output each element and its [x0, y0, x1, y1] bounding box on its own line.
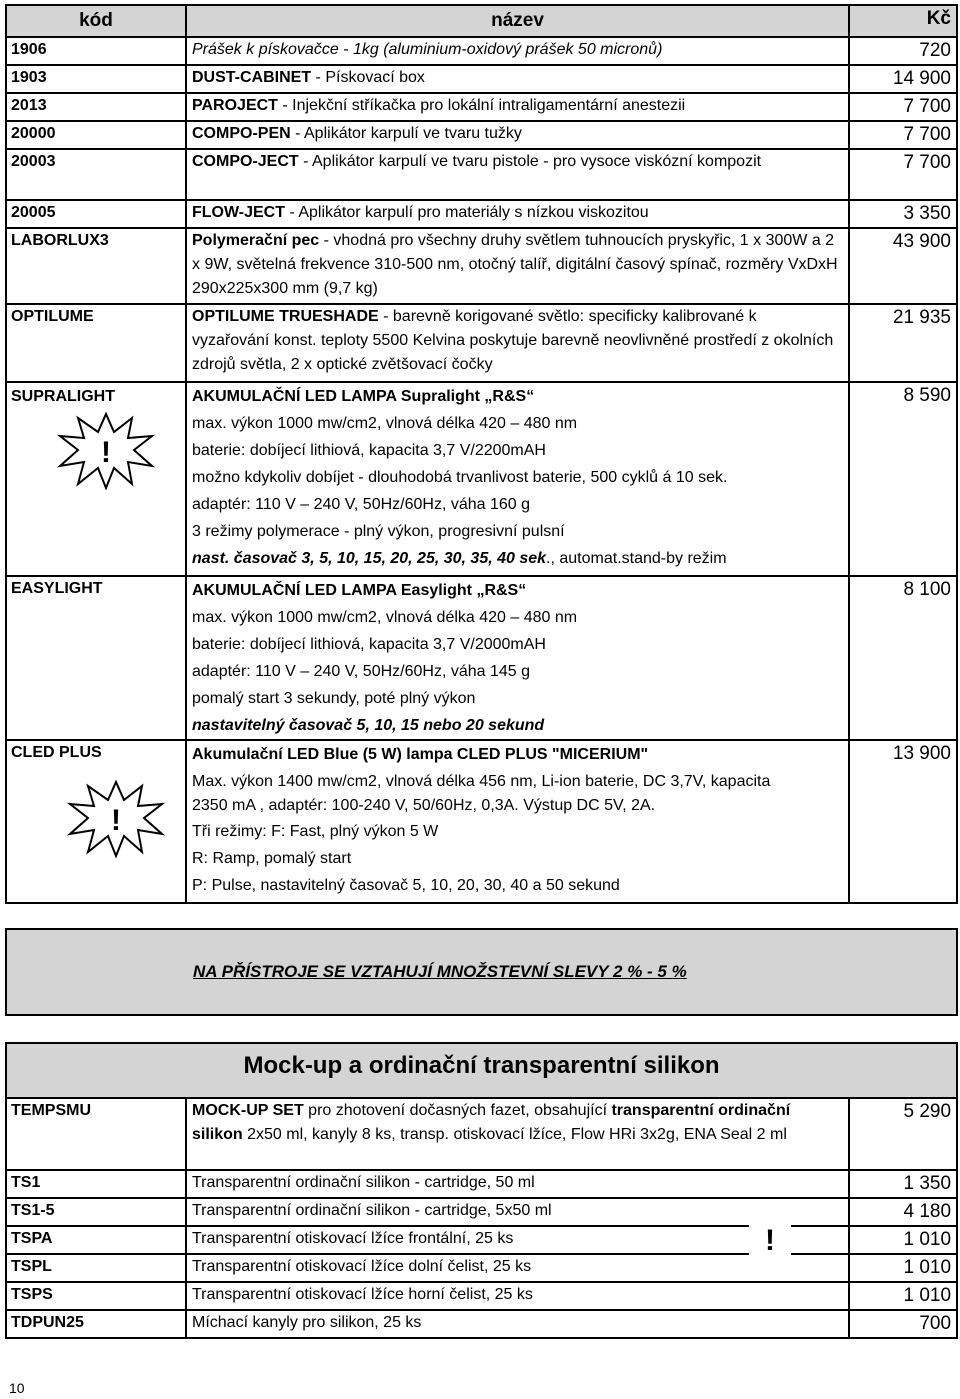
- row-price: 7 700: [849, 93, 957, 121]
- exclamation-mark: !: [765, 1224, 775, 1257]
- exclamation-burst-icon: [722, 1208, 818, 1272]
- row-code: 20003: [6, 149, 186, 200]
- row-name: Prášek k pískovačce - 1kg (aluminium-oxidový prášek 50 micronů): [186, 37, 849, 65]
- spec-line: P: Pulse, nastavitelný časovač 5, 10, 20, 30, 40 a 50 sekund: [192, 877, 620, 894]
- spec-line: adaptér: 110 V – 240 V, 50Hz/60Hz, váha 145 g: [192, 663, 531, 680]
- row-price: 8 590: [849, 382, 957, 576]
- row-price: 1 010: [849, 1254, 957, 1282]
- product-title: AKUMULAČNÍ LED LAMPA Easylight „R&S“: [192, 582, 527, 599]
- spec-line-last: [192, 545, 844, 572]
- row-name-bold: PAROJECT: [192, 97, 278, 114]
- row-name: [186, 121, 849, 149]
- row-code: TSPA: [6, 1226, 186, 1254]
- table-row: [6, 200, 957, 228]
- row-name: [186, 382, 849, 576]
- row-code: TEMPSMU: [6, 1098, 186, 1170]
- spec-line: R: Ramp, pomalý start: [192, 850, 352, 867]
- spec-line: Tři režimy: F: Fast, plný výkon 5 W: [192, 823, 439, 840]
- row-price: 1 010: [849, 1226, 957, 1254]
- page-number: 10: [9, 1380, 25, 1396]
- row-price: 4 180: [849, 1198, 957, 1226]
- table-row: [6, 93, 957, 121]
- spec-line: max. výkon 1000 mw/cm2, vlnová délka 420 – 480 nm: [192, 415, 578, 432]
- product-title: Akumulační LED Blue (5 W) lampa CLED PLUS "MICERIUM": [192, 746, 649, 763]
- banner-text: NA PŘÍSTROJE SE VZTAHUJÍ MNOŽSTEVNÍ SLEVY 2 % - 5 %: [193, 962, 687, 981]
- table-row: [6, 304, 957, 382]
- spec-line: max. výkon 1000 mw/cm2, vlnová délka 420 – 480 nm: [192, 609, 578, 626]
- table-row: [6, 65, 957, 93]
- row-price: 8 100: [849, 576, 957, 740]
- row-price: 14 900: [849, 65, 957, 93]
- spec-rest: ., automat.stand-by režim: [546, 550, 727, 567]
- row-price: 5 290: [849, 1098, 957, 1170]
- row-name-rest: - Aplikátor karpulí ve tvaru tužky: [290, 125, 522, 142]
- row-price: 700: [849, 1310, 957, 1338]
- spec-line: Max. výkon 1400 mw/cm2, vlnová délka 456 nm, Li-ion baterie, DC 3,7V, kapacita 2350 mA , adaptér: 100-240 V, 50/60Hz, 0,3A. Výstup DC 5V, 2A.: [192, 773, 771, 814]
- table-row: [6, 228, 957, 304]
- table-row: [6, 149, 957, 200]
- row-name-bold: FLOW-JECT: [192, 204, 285, 221]
- spec-bold: nast. časovač 3, 5, 10, 15, 20, 25, 30, 35, 40 sek: [192, 550, 547, 567]
- row-name-rest: - Injekční stříkačka pro lokální intraligamentární anestezii: [277, 97, 686, 114]
- row-code: TDPUN25: [6, 1310, 186, 1338]
- row-name: [186, 304, 849, 382]
- spec-line: možno kdykoliv dobíjet - dlouhodobá trvanlivost baterie, 500 cyklů á 10 sek.: [192, 469, 728, 486]
- table-row: [6, 1170, 957, 1198]
- row-name-bold: MOCK-UP SET: [192, 1102, 304, 1119]
- row-name-rest: 2x50 ml, kanyly 8 ks, transp. otiskovací lžíce, Flow HRi 3x2g, ENA Seal 2 ml: [242, 1126, 787, 1143]
- table-row: [6, 1282, 957, 1310]
- row-code: OPTILUME: [6, 304, 186, 382]
- row-name: Míchací kanyly pro silikon, 25 ks: [186, 1310, 849, 1338]
- row-price: 1 010: [849, 1282, 957, 1310]
- row-code: 20005: [6, 200, 186, 228]
- table-row: [6, 1310, 957, 1338]
- row-code: 1903: [6, 65, 186, 93]
- section-title-row: [6, 1043, 957, 1098]
- row-name: Transparentní otiskovací lžíce frontální, 25 ks: [186, 1226, 849, 1254]
- row-name-rest: - Aplikátor karpulí ve tvaru pistole - pro vysoce viskózní kompozit: [298, 153, 762, 170]
- row-name-bold: DUST-CABINET: [192, 69, 312, 86]
- row-name: [186, 93, 849, 121]
- row-price: 720: [849, 37, 957, 65]
- exclamation-burst-icon: [56, 410, 156, 490]
- row-code: 2013: [6, 93, 186, 121]
- spec-line: baterie: dobíjecí lithiová, kapacita 3,7 V/2200mAH: [192, 442, 546, 459]
- row-price: 13 900: [849, 740, 957, 903]
- row-name-bold: Polymerační pec: [192, 232, 320, 249]
- row-price: 7 700: [849, 121, 957, 149]
- row-price: 1 350: [849, 1170, 957, 1198]
- header-nazev: název: [186, 5, 849, 37]
- row-price: 21 935: [849, 304, 957, 382]
- row-code: EASYLIGHT: [6, 576, 186, 740]
- row-price: 3 350: [849, 200, 957, 228]
- row-code: TS1: [6, 1170, 186, 1198]
- row-code: SUPRALIGHT: [11, 388, 115, 405]
- row-name-rest: - barevně korigované světlo: specificky kalibrované k vyzařování konst. teploty 5500 Kelvina poskytuje barevně neovlivněné prostředí z okolních zdrojů světla, 2 x optické zvětšovací čočky: [192, 308, 834, 373]
- table-row-tempsmu: [6, 1098, 957, 1170]
- row-name-bold: COMPO-PEN: [192, 125, 291, 142]
- row-name: Transparentní otiskovací lžíce horní čelist, 25 ks: [186, 1282, 849, 1310]
- product-title: AKUMULAČNÍ LED LAMPA Supralight „R&S“: [192, 388, 535, 405]
- header-kc: Kč: [849, 5, 957, 37]
- row-code: TSPS: [6, 1282, 186, 1310]
- exclamation-burst-icon: [66, 778, 166, 858]
- exclamation-mark: !: [101, 436, 111, 469]
- section-title: Mock-up a ordinační transparentní silikon: [243, 1052, 720, 1079]
- table-row: [6, 37, 957, 65]
- row-code: TS1-5: [6, 1198, 186, 1226]
- spec-line: pomalý start 3 sekundy, poté plný výkon: [192, 690, 476, 707]
- discount-banner: [5, 928, 958, 1016]
- row-name-rest: - vhodná pro všechny druhy světlem tuhnoucích pryskyřic, 1 x 300W a 2 x 9W, světelná frekvence 310-500 nm, otočný talíř, digitální časový spínač, rozměry VxDxH 290x225x300 mm (9,7 kg): [192, 232, 838, 297]
- spec-line: adaptér: 110 V – 240 V, 50Hz/60Hz, váha 160 g: [192, 496, 531, 513]
- header-kod: kód: [6, 5, 186, 37]
- row-name: [186, 740, 849, 903]
- row-name-rest: - Pískovací box: [311, 69, 425, 86]
- silicone-table: [5, 1042, 958, 1339]
- row-name: [186, 200, 849, 228]
- row-price: 43 900: [849, 228, 957, 304]
- row-name: Transparentní ordinační silikon - cartridge, 50 ml: [186, 1170, 849, 1198]
- row-name: Transparentní otiskovací lžíce dolní čelist, 25 ks: [186, 1254, 849, 1282]
- table-row-easylight: [6, 576, 957, 740]
- row-name-rest: pro zhotovení dočasných fazet, obsahující: [303, 1102, 612, 1119]
- row-name: [186, 228, 849, 304]
- row-code: CLED PLUS: [6, 740, 186, 903]
- row-code: LABORLUX3: [6, 228, 186, 304]
- spec-line-last: nastavitelný časovač 5, 10, 15 nebo 20 sekund: [192, 717, 545, 734]
- table-row: [6, 121, 957, 149]
- row-name: [186, 65, 849, 93]
- spec-line: 3 režimy polymerace - plný výkon, progresivní pulsní: [192, 523, 565, 540]
- row-name-bold: OPTILUME TRUESHADE: [192, 308, 379, 325]
- row-code: 20000: [6, 121, 186, 149]
- row-name-bold: COMPO-JECT: [192, 153, 299, 170]
- row-name: Transparentní ordinační silikon - cartridge, 5x50 ml: [186, 1198, 849, 1226]
- row-code: 1906: [6, 37, 186, 65]
- row-name-rest: - Aplikátor karpulí pro materiály s nízkou viskozitou: [285, 204, 649, 221]
- row-price: 7 700: [849, 149, 957, 200]
- row-name: [186, 576, 849, 740]
- row-name: [186, 149, 849, 200]
- row-name-bold: transparentní ordinační silikon: [192, 1102, 791, 1143]
- section-title-cell: [6, 1043, 957, 1098]
- exclamation-mark: !: [111, 804, 121, 837]
- spec-line: baterie: dobíjecí lithiová, kapacita 3,7 V/2000mAH: [192, 636, 546, 653]
- row-code: TSPL: [6, 1254, 186, 1282]
- table-header: [6, 5, 957, 37]
- row-name: [186, 1098, 849, 1170]
